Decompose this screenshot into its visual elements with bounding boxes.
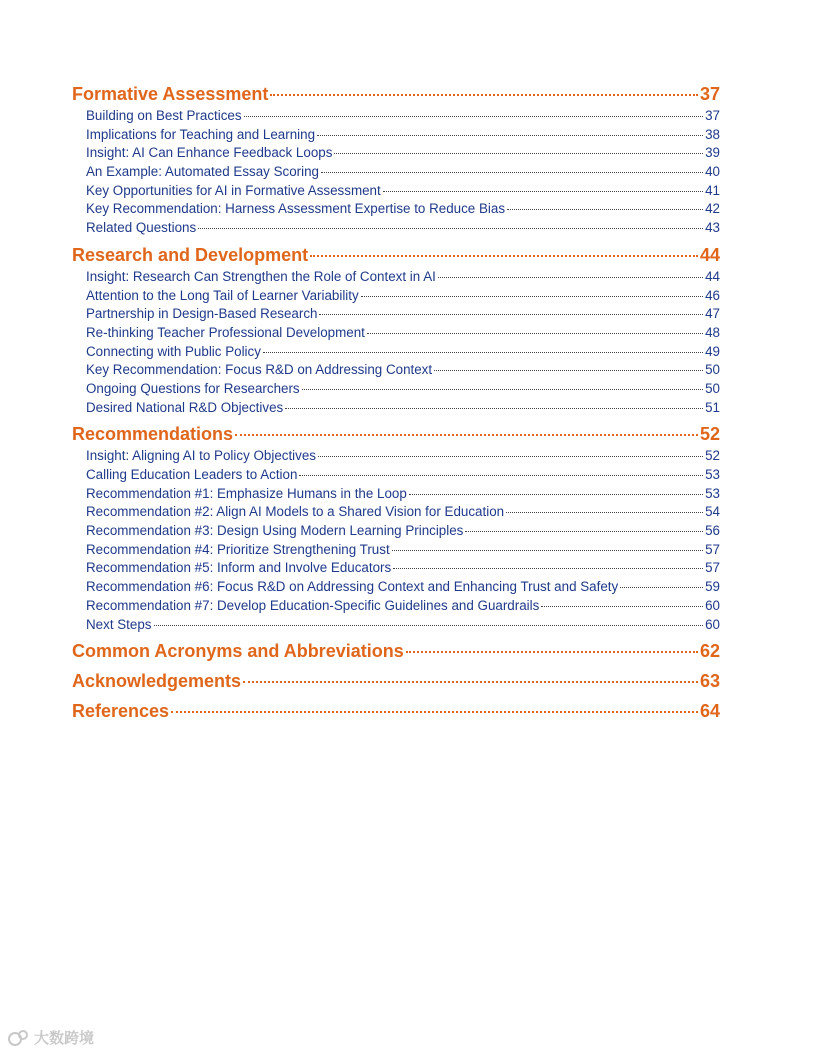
toc-entry-list (72, 107, 720, 238)
toc-section-title[interactable] (72, 638, 720, 664)
section-page-number: 62 (699, 641, 720, 662)
entry-label: Key Opportunities for AI in Formative Assessment (86, 182, 381, 198)
dot-leader (438, 277, 703, 278)
dot-leader (235, 434, 698, 436)
entry-page-number: 48 (705, 324, 720, 340)
entry-page-number: 54 (705, 504, 720, 520)
entry-label: Next Steps (86, 616, 152, 632)
dot-leader (620, 587, 703, 588)
watermark (8, 1027, 94, 1048)
toc-section (72, 242, 720, 418)
toc-section-title[interactable] (72, 668, 720, 694)
section-page-number: 63 (699, 671, 720, 692)
toc-entry[interactable] (86, 324, 720, 343)
entry-page-number: 43 (705, 220, 720, 236)
entry-label: Attention to the Long Tail of Learner Variability (86, 287, 359, 303)
section-title-label: Formative Assessment (72, 84, 269, 104)
toc-section-title[interactable] (72, 81, 720, 107)
dot-leader (507, 209, 703, 210)
toc-entry[interactable] (86, 219, 720, 238)
toc-entry[interactable] (86, 361, 720, 380)
toc-entry[interactable] (86, 485, 720, 504)
toc-entry[interactable] (86, 287, 720, 306)
dot-leader (321, 172, 703, 173)
dot-leader (361, 296, 703, 297)
entry-page-number: 38 (705, 126, 720, 142)
entry-page-number: 40 (705, 164, 720, 180)
toc-entry[interactable] (86, 597, 720, 616)
dot-leader (319, 314, 703, 315)
entry-label: Re-thinking Teacher Professional Development (86, 324, 365, 340)
section-title-label: Research and Development (72, 244, 309, 265)
dot-leader (406, 651, 698, 653)
dot-leader (541, 606, 703, 607)
toc-entry[interactable] (86, 126, 720, 145)
entry-label: Recommendation #5: Inform and Involve Educators (86, 560, 392, 576)
dot-leader (198, 228, 703, 229)
entry-label: An Example: Automated Essay Scoring (86, 164, 319, 180)
toc-entry-list (72, 447, 720, 634)
toc-section-title[interactable] (72, 698, 720, 724)
entry-label: Recommendation #3: Design Using Modern Learning Principles (86, 523, 464, 539)
entry-label: Key Recommendation: Harness Assessment Expertise to Reduce Bias (86, 201, 506, 217)
toc-entry[interactable] (86, 447, 720, 466)
dot-leader (393, 568, 703, 569)
dot-leader (270, 94, 698, 96)
entry-page-number: 51 (705, 399, 720, 415)
logo-icon (8, 1029, 30, 1047)
toc-entry[interactable] (86, 107, 720, 126)
dot-leader (392, 550, 703, 551)
toc-entry[interactable] (86, 182, 720, 201)
entry-page-number: 47 (705, 306, 720, 322)
entry-label: Building on Best Practices (86, 108, 242, 123)
entry-page-number: 39 (705, 145, 720, 161)
entry-page-number: 41 (705, 182, 720, 198)
dot-leader (317, 135, 703, 136)
dot-leader (171, 711, 698, 713)
toc-entry[interactable] (86, 616, 720, 635)
toc-entry[interactable] (86, 163, 720, 182)
dot-leader (263, 352, 703, 353)
entry-label: Insight: Aligning AI to Policy Objectives (86, 448, 316, 464)
dot-leader (285, 408, 703, 409)
entry-label: Key Recommendation: Focus R&D on Addressing Context (86, 362, 433, 378)
toc-section-title[interactable] (72, 242, 720, 268)
table-of-contents (72, 80, 720, 724)
dot-leader (302, 389, 703, 390)
entry-page-number: 57 (705, 560, 720, 576)
entry-label: Insight: AI Can Enhance Feedback Loops (86, 145, 333, 161)
entry-label: Partnership in Design-Based Research (86, 306, 318, 322)
entry-page-number: 59 (705, 579, 720, 595)
entry-page-number: 52 (705, 448, 720, 464)
dot-leader (334, 153, 703, 154)
entry-label: Recommendation #1: Emphasize Humans in the Loop (86, 485, 407, 501)
toc-entry[interactable] (86, 559, 720, 578)
dot-leader (506, 512, 703, 513)
dot-leader (154, 625, 704, 626)
dot-leader (244, 116, 704, 117)
entry-page-number: 50 (705, 380, 720, 396)
watermark-text: 大数跨境 (34, 1030, 95, 1047)
toc-section (72, 81, 720, 238)
toc-entry[interactable] (86, 399, 720, 418)
entry-page-number: 49 (705, 343, 720, 359)
dot-leader (367, 333, 703, 334)
section-title-label: Common Acronyms and Abbreviations (72, 641, 404, 662)
toc-entry[interactable] (86, 200, 720, 219)
toc-entry[interactable] (86, 541, 720, 560)
dot-leader (434, 370, 703, 371)
dot-leader (310, 255, 698, 257)
toc-entry[interactable] (86, 466, 720, 485)
dot-leader (318, 456, 703, 457)
dot-leader (243, 681, 698, 683)
entry-page-number: 42 (705, 201, 720, 217)
toc-entry[interactable] (86, 380, 720, 399)
section-page-number: 44 (699, 244, 720, 265)
toc-section (72, 698, 720, 724)
entry-page-number: 44 (705, 268, 720, 284)
toc-entry-list (72, 268, 720, 418)
entry-label: Recommendation #4: Prioritize Strengthening Trust (86, 541, 390, 557)
entry-label: Recommendation #7: Develop Education-Specific Guidelines and Guardrails (86, 597, 540, 613)
entry-label: Ongoing Questions for Researchers (86, 380, 300, 396)
section-page-number: 52 (699, 424, 720, 445)
toc-entry[interactable] (86, 268, 720, 287)
entry-page-number: 60 (705, 597, 720, 613)
dot-leader (383, 191, 703, 192)
entry-label: Recommendation #2: Align AI Models to a Shared Vision for Education (86, 504, 505, 520)
toc-section (72, 421, 720, 634)
entry-page-number: 53 (705, 485, 720, 501)
entry-label: Implications for Teaching and Learning (86, 126, 316, 142)
entry-page-number: 60 (705, 616, 720, 632)
toc-section (72, 638, 720, 664)
dot-leader (299, 475, 703, 476)
toc-entry[interactable] (86, 522, 720, 541)
entry-label: Calling Education Leaders to Action (86, 467, 298, 482)
dot-leader (465, 531, 703, 532)
entry-page-number: 46 (705, 287, 720, 303)
section-title-label: Recommendations (72, 424, 234, 445)
entry-page-number: 56 (705, 523, 720, 539)
entry-page-number: 50 (705, 362, 720, 378)
toc-entry[interactable] (86, 578, 720, 597)
entry-page-number: 57 (705, 541, 720, 557)
section-page-number: 64 (699, 701, 720, 722)
entry-label: Desired National R&D Objectives (86, 399, 284, 415)
entry-label: Connecting with Public Policy (86, 343, 261, 359)
toc-entry[interactable] (86, 144, 720, 163)
entry-label: Recommendation #6: Focus R&D on Addressing Context and Enhancing Trust and Safety (86, 579, 619, 595)
toc-entry[interactable] (86, 343, 720, 362)
toc-entry[interactable] (86, 503, 720, 522)
section-page-number: 37 (699, 84, 720, 104)
dot-leader (409, 494, 703, 495)
toc-section (72, 668, 720, 694)
section-title-label: Acknowledgements (72, 671, 242, 692)
toc-section-title[interactable] (72, 421, 720, 447)
entry-page-number: 53 (705, 467, 720, 482)
toc-entry[interactable] (86, 305, 720, 324)
section-title-label: References (72, 701, 170, 722)
entry-label: Insight: Research Can Strengthen the Role of Context in AI (86, 268, 436, 284)
entry-label: Related Questions (86, 220, 197, 236)
entry-page-number: 37 (705, 108, 720, 123)
